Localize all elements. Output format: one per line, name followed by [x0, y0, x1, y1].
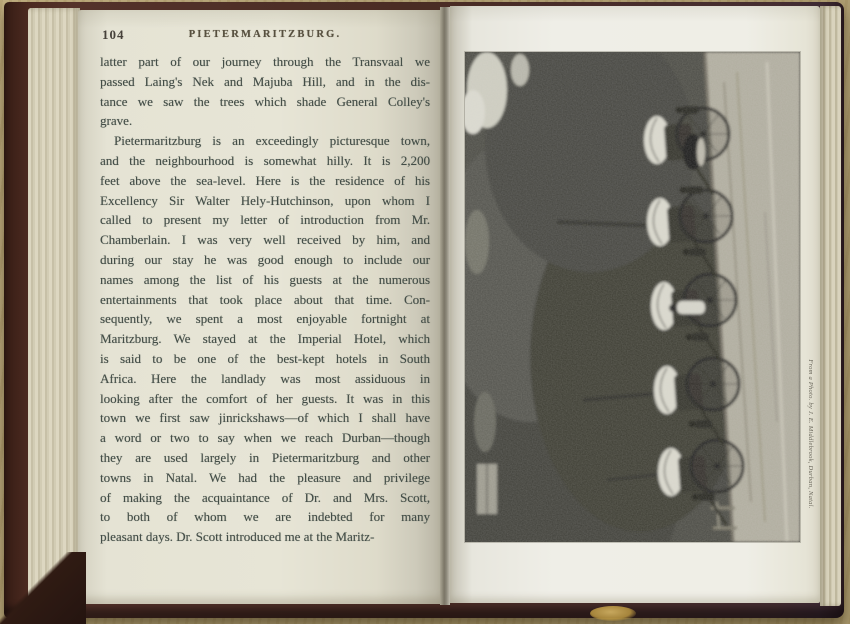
- text-line: Excellency Sir Walter Hely-Hutchinson, upon whom I: [100, 192, 430, 208]
- body-text: [100, 52, 430, 547]
- text-line: to both of whom we are indebted for many: [100, 509, 430, 525]
- photo-plate: [465, 52, 800, 542]
- text-line: sequently, we spent a most enjoyable fortnight at: [100, 311, 430, 327]
- text-line: and the neighbourhood is somewhat hilly. It is 2,200: [100, 152, 430, 168]
- left-page: [78, 10, 442, 604]
- text-line: feet above the sea-level. Here is the residence of his: [100, 172, 430, 188]
- text-line: Pietermaritzburg is an exceedingly picturesque town,: [114, 133, 430, 149]
- right-page: [450, 6, 820, 603]
- plate-photograph: [465, 52, 800, 542]
- text-line: during our stay he was good enough to include our: [100, 251, 430, 267]
- text-line: Maritzburg. We stayed at the Imperial Hotel, which: [100, 331, 430, 347]
- text-line: tance we saw the trees which shade General Colley's: [100, 93, 430, 109]
- text-line: passed Laing's Nek and Majuba Hill, and in the dis-: [100, 73, 430, 89]
- table-highlight: [590, 606, 636, 621]
- page-number: 104: [102, 27, 125, 42]
- text-line: pleasant days. Dr. Scott introduced me at the Maritz-: [100, 529, 375, 545]
- text-line: towns in Natal. We had the pleasure and privilege: [100, 469, 430, 485]
- text-line: called to present my letter of introduction from Mr.: [100, 212, 430, 228]
- text-line: latter part of our journey through the Transvaal we: [100, 54, 430, 69]
- text-line: names among the list of his guests at the numerous: [100, 271, 430, 287]
- text-line: entertainments that took place about that time. Con-: [100, 291, 430, 307]
- text-line: Chamberlain. I was very well received by him, and: [100, 232, 430, 248]
- book-gutter: [440, 7, 450, 605]
- photo-credit-caption: From a Photo. by J. E. Middlebrook, Durban, Natal.: [807, 359, 814, 509]
- text-line: of making the acquaintance of Dr. and Mrs. Scott,: [100, 489, 430, 505]
- running-head-title: PIETERMARITZBURG.: [188, 29, 342, 40]
- text-line: looking after the comfort of her guests. It was in this: [100, 390, 430, 406]
- text-line: grave.: [100, 113, 133, 129]
- text-line: Africa. Here the landlady was most assiduous in: [100, 370, 430, 386]
- right-page-edges: [820, 6, 841, 606]
- cover-corner: [0, 552, 86, 624]
- left-page-edges: [28, 8, 80, 606]
- text-line: is said to be one of the best-kept hotels in South: [100, 350, 430, 366]
- text-line: a word or two to say when we reach Durban—though: [100, 430, 430, 446]
- text-line: they are used largely in Pietermaritzburg and other: [100, 449, 430, 465]
- text-line: town we first saw jinrickshaws—of which I shall have: [100, 410, 430, 426]
- running-head: [100, 27, 430, 45]
